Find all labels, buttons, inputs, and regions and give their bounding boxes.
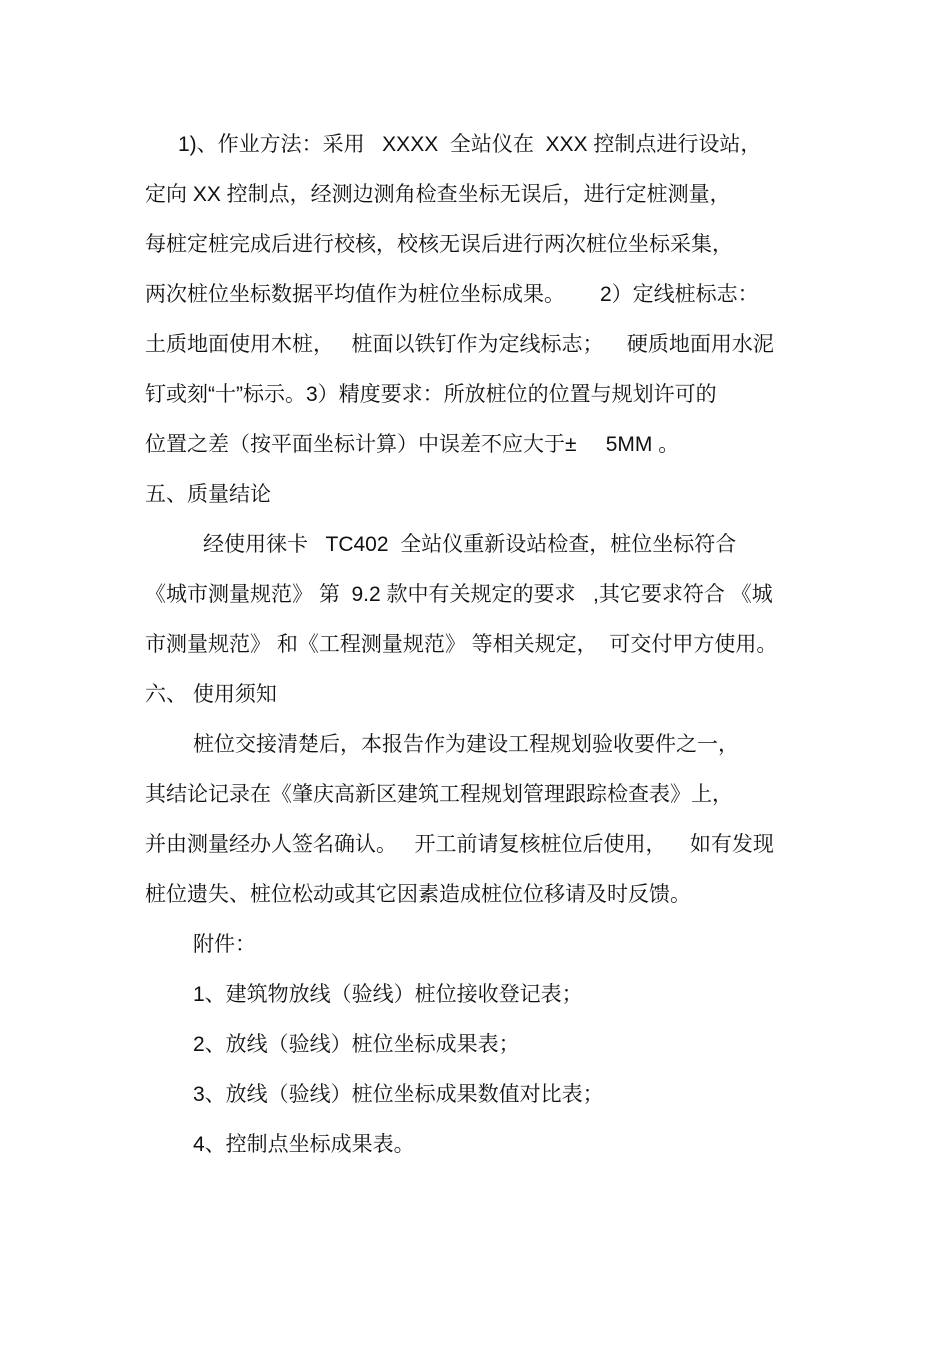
attachments-label: 附件： [193, 933, 256, 956]
paragraph-line: 土质地面使用木桩， 桩面以铁钉作为定线标志； 硬质地面用水泥 [145, 333, 774, 356]
paragraph-line: 《城市测量规范》 第 9.2 款中有关规定的要求 ,其它要求符合 《城 [145, 583, 773, 606]
paragraph-line: 市测量规范》 和《工程测量规范》 等相关规定， 可交付甲方使用。 [145, 633, 778, 656]
paragraph-line: 每桩定桩完成后进行校核，校核无误后进行两次桩位坐标采集， [145, 233, 733, 256]
section-heading: 五、质量结论 [145, 483, 271, 506]
attachment-item: 2、放线（验线）桩位坐标成果表； [193, 1033, 520, 1056]
paragraph-line: 位置之差（按平面坐标计算）中误差不应大于± 5MM 。 [145, 433, 680, 456]
paragraph-line: 定向 XX 控制点，经测边测角检查坐标无误后，进行定桩测量， [145, 183, 731, 206]
attachment-item: 1、建筑物放线（验线）桩位接收登记表； [193, 983, 583, 1006]
paragraph-line: 桩位遗失、桩位松动或其它因素造成桩位位移请及时反馈。 [145, 883, 691, 906]
paragraph-line: 并由测量经办人签名确认。 开工前请复核桩位后使用， 如有发现 [145, 833, 774, 856]
paragraph-line: 桩位交接清楚后，本报告作为建设工程规划验收要件之一， [193, 733, 739, 756]
attachment-item: 4、控制点坐标成果表。 [193, 1133, 415, 1156]
paragraph-line: 钉或刻“十”标示。3）精度要求：所放桩位的位置与规划许可的 [145, 383, 717, 406]
section-heading: 六、 使用须知 [145, 683, 277, 706]
paragraph-line: 经使用徕卡 TC402 全站仪重新设站检查，桩位坐标符合 [203, 533, 737, 556]
attachment-item: 3、放线（验线）桩位坐标成果数值对比表； [193, 1083, 604, 1106]
paragraph-line: 1)、作业方法：采用 XXXX 全站仪在 XXX 控制点进行设站， [178, 133, 762, 156]
paragraph-line: 两次桩位坐标数据平均值作为桩位坐标成果。 2）定线桩标志： [145, 283, 759, 306]
paragraph-line: 其结论记录在《肇庆高新区建筑工程规划管理跟踪检查表》上， [145, 783, 733, 806]
